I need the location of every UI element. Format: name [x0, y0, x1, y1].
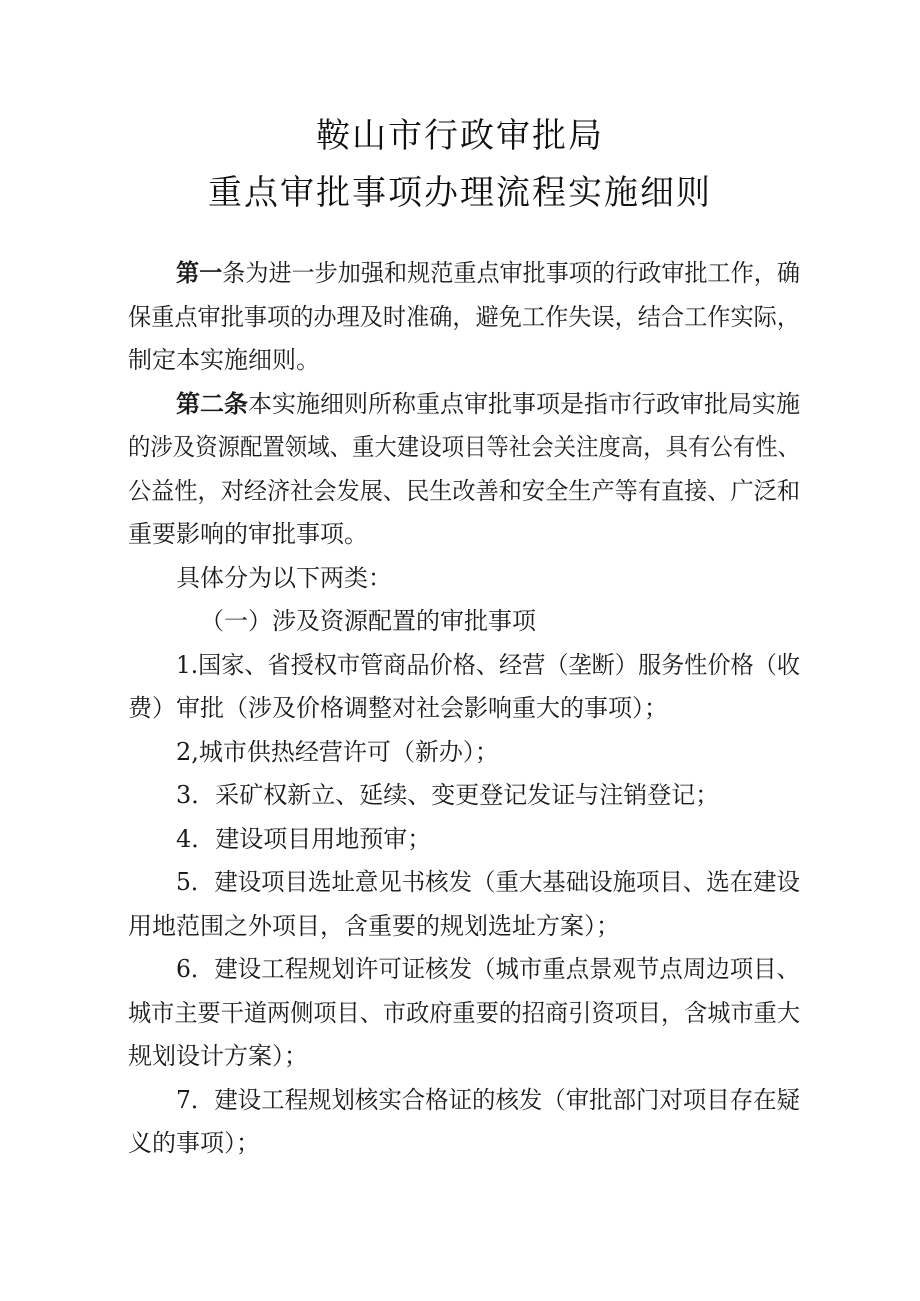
item6-line3: 规划设计方案）； — [128, 1042, 308, 1070]
article1-text: 条为进一步加强和规范重点审批事项的行政审批工作，确 — [222, 259, 800, 287]
article2-line1 — [176, 389, 800, 419]
article1-line1 — [176, 258, 800, 288]
article1-line3: 制定本实施细则。 — [128, 346, 320, 374]
article2-line2: 的涉及资源配置领域、重大建设项目等社会关注度高，具有公有性、 — [128, 433, 800, 461]
article2-line4: 重要影响的审批事项。 — [128, 520, 368, 548]
item5-line2: 用地范围之外项目，含重要的规划选址方案）； — [128, 912, 620, 940]
item7-line1: 7．建设工程规划核实合格证的核发（审批部门对项目存在疑 — [176, 1086, 800, 1114]
item4: 4．建设项目用地预审； — [176, 825, 432, 853]
article1-line2: 保重点审批事项的办理及时准确，避免工作失误，结合工作实际， — [128, 303, 800, 331]
section1-heading: （一）涉及资源配置的审批事项 — [200, 607, 536, 635]
item1-line2: 费）审批（涉及价格调整对社会影响重大的事项）； — [128, 694, 668, 722]
categories-intro: 具体分为以下两类： — [176, 564, 392, 592]
article2-line3: 公益性，对经济社会发展、民生改善和安全生产等有直接、广泛和 — [128, 477, 800, 505]
item2: 2,城市供热经营许可（新办）； — [176, 738, 499, 766]
document-title-line1: 鞍山市行政审批局 — [316, 116, 604, 156]
item6-line1: 6．建设工程规划许可证核发（城市重点景观节点周边项目、 — [176, 955, 800, 983]
article2-label: 第二条 — [176, 390, 248, 418]
item5-line1: 5．建设项目选址意见书核发（重大基础设施项目、选在建设 — [176, 868, 800, 896]
item6-line2: 城市主要干道两侧项目、市政府重要的招商引资项目，含城市重大 — [128, 999, 800, 1027]
item3: 3．采矿权新立、延续、变更登记发证与注销登记； — [176, 781, 720, 809]
article2-text: 本实施细则所称重点审批事项是指市行政审批局实施 — [248, 390, 800, 418]
item7-line2: 义的事项）； — [128, 1129, 260, 1157]
item1-line1: 1.国家、省授权市管商品价格、经营（垄断）服务性价格（收 — [176, 651, 800, 679]
document-title-line2: 重点审批事项办理流程实施细则 — [208, 173, 712, 213]
article1-label: 第一 — [176, 259, 223, 287]
